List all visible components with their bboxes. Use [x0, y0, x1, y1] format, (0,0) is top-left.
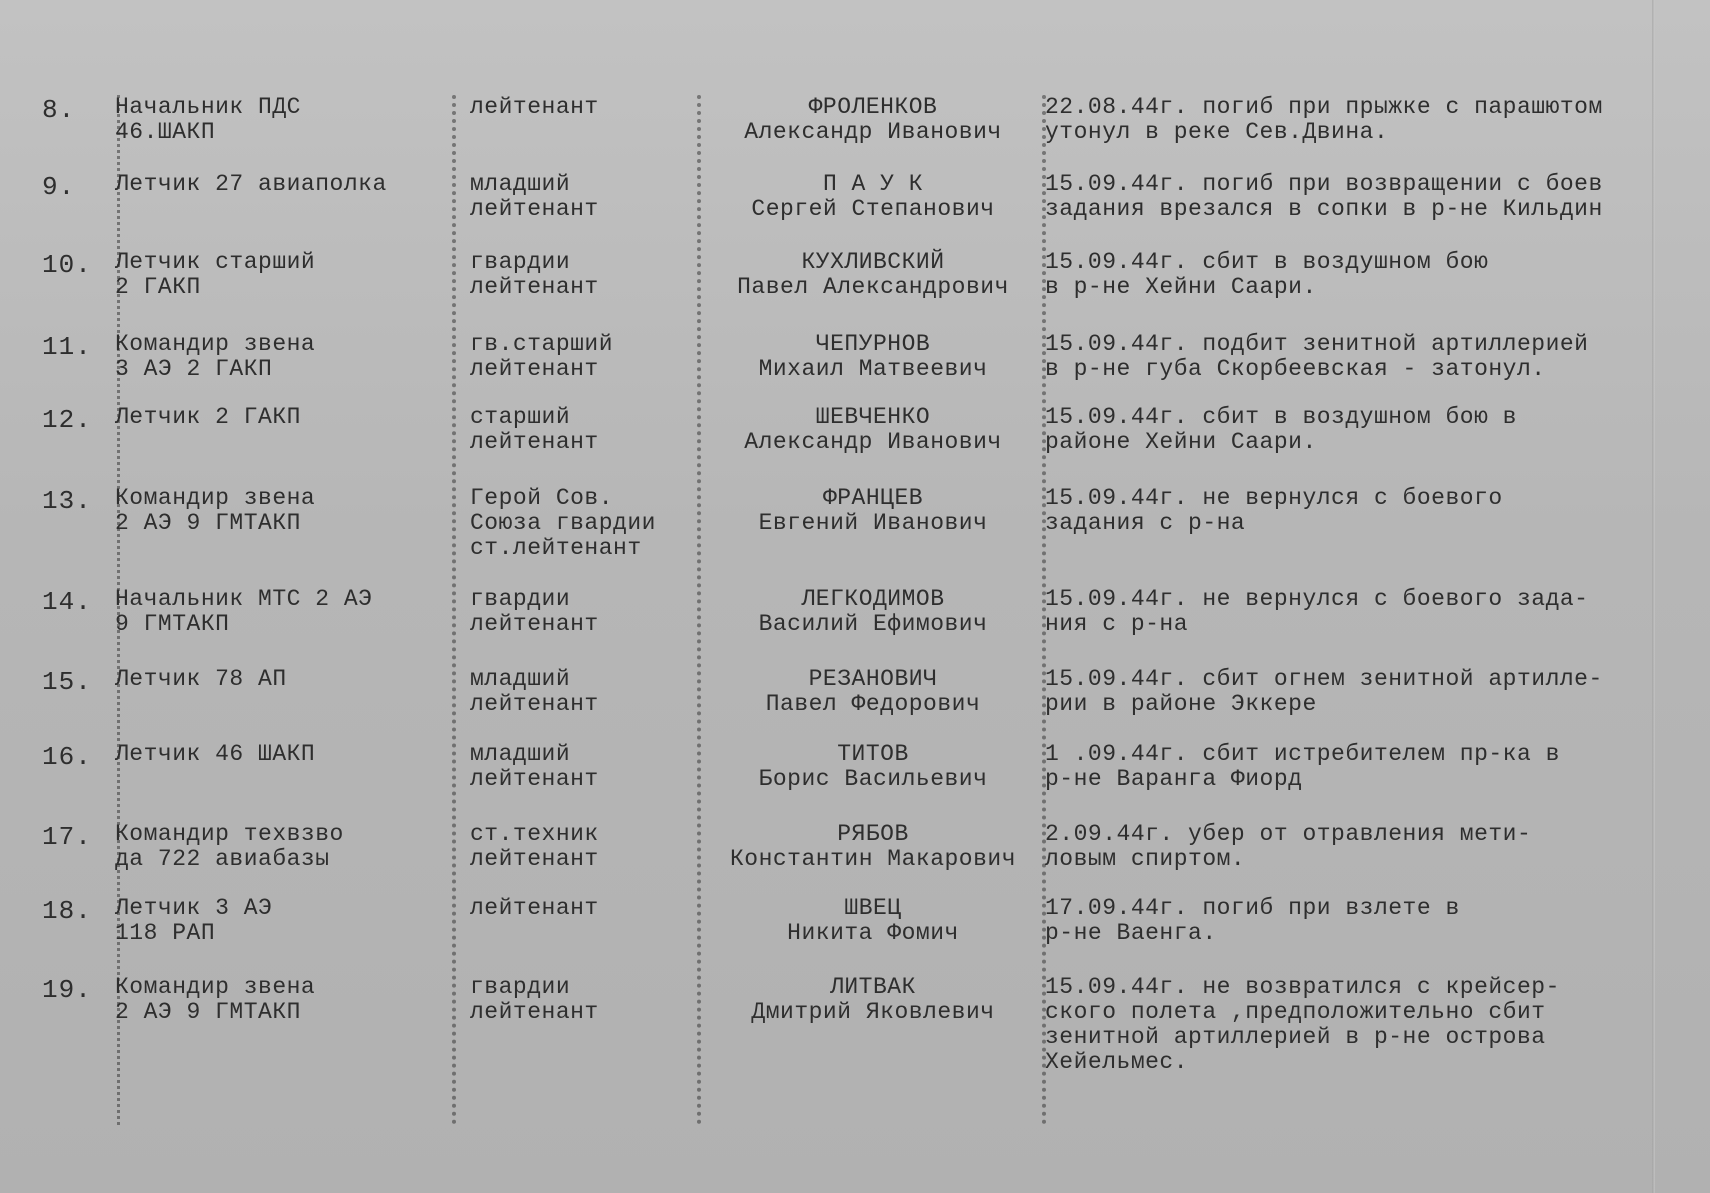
- rank-cell-line: лейтенант: [470, 895, 599, 921]
- note-cell-line: ния с р-на: [1045, 611, 1189, 637]
- note-cell-line: зенитной артиллерией в р-не острова: [1045, 1024, 1546, 1050]
- position-cell-line: 46.ШАКП: [115, 119, 216, 145]
- position-cell-line: 9 ГМТАКП: [115, 611, 230, 637]
- name-cell-line: Сергей Степанович: [751, 196, 995, 222]
- rank-cell-line: ст.лейтенант: [470, 535, 642, 561]
- rank-cell: [470, 587, 690, 637]
- row-number: 11.: [42, 332, 92, 362]
- note-cell: [1045, 332, 1705, 382]
- rank-cell-line: лейтенант: [470, 611, 599, 637]
- note-cell: [1045, 742, 1705, 792]
- note-cell-line: в р-не Хейни Саари.: [1045, 274, 1317, 300]
- name-cell: [708, 332, 1038, 382]
- row-number: 10.: [42, 250, 92, 280]
- name-cell: [708, 172, 1038, 222]
- table-row: [0, 822, 1710, 906]
- rank-cell-line: лейтенант: [470, 766, 599, 792]
- rank-cell: [470, 405, 690, 455]
- note-cell-line: 15.09.44г. не возвратился с крейсер-: [1045, 974, 1560, 1000]
- position-cell-line: Летчик 3 АЭ: [115, 895, 273, 921]
- row-number: 14.: [42, 587, 92, 617]
- note-cell: [1045, 486, 1705, 536]
- rank-cell: [470, 896, 690, 921]
- name-cell-line: Михаил Матвеевич: [758, 356, 988, 382]
- position-cell: [115, 486, 445, 536]
- position-cell-line: Летчик 78 АП: [115, 666, 287, 692]
- position-cell-line: Командир звена: [115, 331, 316, 357]
- rank-cell-line: ст.техник: [470, 821, 599, 847]
- table-row: [0, 172, 1710, 256]
- note-cell-line: 15.09.44г. не вернулся с боевого зада-: [1045, 586, 1589, 612]
- table-row: [0, 896, 1710, 980]
- position-cell-line: 3 АЭ 2 ГАКП: [115, 356, 273, 382]
- name-cell-line: Евгений Иванович: [758, 510, 988, 536]
- table-row: [0, 405, 1710, 489]
- name-cell-line: Александр Иванович: [744, 429, 1002, 455]
- position-cell-line: да 722 авиабазы: [115, 846, 330, 872]
- note-cell-line: 15.09.44г. сбит огнем зенитной артилле-: [1045, 666, 1603, 692]
- note-cell-line: рии в районе Эккере: [1045, 691, 1317, 717]
- rank-cell-line: лейтенант: [470, 94, 599, 120]
- note-cell-line: Хейельмес.: [1045, 1049, 1189, 1075]
- name-cell-line: ЛЕГКОДИМОВ: [801, 586, 945, 612]
- note-cell: [1045, 975, 1705, 1075]
- rank-cell-line: младший: [470, 741, 571, 767]
- rank-cell: [470, 822, 690, 872]
- name-cell: [708, 250, 1038, 300]
- rank-cell-line: лейтенант: [470, 196, 599, 222]
- position-cell: [115, 332, 445, 382]
- rank-cell-line: младший: [470, 666, 571, 692]
- position-cell: [115, 172, 445, 197]
- note-cell-line: 15.09.44г. не вернулся с боевого: [1045, 485, 1503, 511]
- rank-cell-line: лейтенант: [470, 999, 599, 1025]
- rank-cell: [470, 250, 690, 300]
- row-number: 15.: [42, 667, 92, 697]
- name-cell: [708, 822, 1038, 872]
- name-cell: [708, 587, 1038, 637]
- name-cell: [708, 95, 1038, 145]
- name-cell-line: ФРАНЦЕВ: [822, 485, 924, 511]
- rank-cell-line: лейтенант: [470, 356, 599, 382]
- position-cell-line: Летчик старший: [115, 249, 316, 275]
- note-cell-line: 1 .09.44г. сбит истребителем пр-ка в: [1045, 741, 1560, 767]
- name-cell-line: ШВЕЦ: [844, 895, 902, 921]
- table-row: [0, 742, 1710, 826]
- name-cell-line: Александр Иванович: [744, 119, 1002, 145]
- position-cell-line: Командир звена: [115, 485, 316, 511]
- rank-cell: [470, 486, 690, 561]
- name-cell-line: РЯБОВ: [837, 821, 909, 847]
- position-cell: [115, 95, 445, 145]
- note-cell-line: 15.09.44г. сбит в воздушном бою в: [1045, 404, 1517, 430]
- name-cell-line: ФРОЛЕНКОВ: [808, 94, 938, 120]
- note-cell-line: р-не Варанга Фиорд: [1045, 766, 1303, 792]
- name-cell: [708, 975, 1038, 1025]
- name-cell-line: Павел Александрович: [737, 274, 1009, 300]
- rank-cell-line: гвардии: [470, 586, 571, 612]
- position-cell: [115, 742, 445, 767]
- note-cell-line: ловым спиртом.: [1045, 846, 1246, 872]
- rank-cell-line: Союза гвардии: [470, 510, 656, 536]
- note-cell-line: в р-не губа Скорбеевская - затонул.: [1045, 356, 1546, 382]
- table-row: [0, 667, 1710, 751]
- table-row: [0, 95, 1710, 179]
- name-cell-line: ЧЕПУРНОВ: [815, 331, 931, 357]
- row-number: 12.: [42, 405, 92, 435]
- position-cell: [115, 250, 445, 300]
- position-cell: [115, 975, 445, 1025]
- rank-cell-line: гвардии: [470, 249, 571, 275]
- name-cell-line: ШЕВЧЕНКО: [815, 404, 931, 430]
- rank-cell: [470, 742, 690, 792]
- note-cell-line: 17.09.44г. погиб при взлете в: [1045, 895, 1460, 921]
- position-cell-line: 118 РАП: [115, 920, 216, 946]
- rank-cell-line: старший: [470, 404, 571, 430]
- row-number: 8.: [42, 95, 76, 125]
- note-cell-line: 15.09.44г. подбит зенитной артиллерией: [1045, 331, 1589, 357]
- row-number: 13.: [42, 486, 92, 516]
- rank-cell: [470, 667, 690, 717]
- note-cell-line: 2.09.44г. убер от отравления мети-: [1045, 821, 1532, 847]
- row-number: 18.: [42, 896, 92, 926]
- table-row: [0, 974, 1710, 1075]
- position-cell: [115, 587, 445, 637]
- position-cell-line: Начальник МТС 2 АЭ: [115, 586, 373, 612]
- name-cell: [708, 486, 1038, 536]
- name-cell-line: ЛИТВАК: [830, 974, 916, 1000]
- name-cell-line: Василий Ефимович: [758, 611, 988, 637]
- position-cell-line: Начальник ПДС: [115, 94, 301, 120]
- note-cell: [1045, 250, 1705, 300]
- note-cell-line: задания врезался в сопки в р-не Кильдин: [1045, 196, 1603, 222]
- note-cell-line: утонул в реке Сев.Двина.: [1045, 119, 1389, 145]
- note-cell: [1045, 822, 1705, 872]
- rank-cell-line: Герой Сов.: [470, 485, 614, 511]
- name-cell-line: Никита Фомич: [787, 920, 959, 946]
- name-cell: [708, 667, 1038, 717]
- note-cell: [1045, 95, 1705, 145]
- rank-cell-line: гвардии: [470, 974, 571, 1000]
- rank-cell: [470, 95, 690, 120]
- note-cell-line: 15.09.44г. погиб при возвращении с боев: [1045, 171, 1603, 197]
- note-cell: [1045, 896, 1705, 946]
- position-cell: [115, 667, 445, 692]
- name-cell-line: Павел Федорович: [765, 691, 981, 717]
- name-cell: [708, 896, 1038, 946]
- position-cell-line: Летчик 46 ШАКП: [115, 741, 316, 767]
- rank-cell: [470, 172, 690, 222]
- note-cell-line: 15.09.44г. сбит в воздушном бою: [1045, 249, 1489, 275]
- table-row: [0, 587, 1710, 671]
- note-cell-line: р-не Ваенга.: [1045, 920, 1217, 946]
- position-cell: [115, 405, 445, 430]
- position-cell-line: Летчик 2 ГАКП: [115, 404, 301, 430]
- position-cell-line: 2 АЭ 9 ГМТАКП: [115, 999, 301, 1025]
- name-cell-line: ТИТОВ: [837, 741, 909, 767]
- position-cell-line: Летчик 27 авиаполка: [115, 171, 387, 197]
- note-cell-line: задания с р-на: [1045, 510, 1246, 536]
- row-number: 9.: [42, 172, 76, 202]
- name-cell: [708, 405, 1038, 455]
- rank-cell-line: лейтенант: [470, 691, 599, 717]
- name-cell: [708, 742, 1038, 792]
- row-number: 17.: [42, 822, 92, 852]
- name-cell-line: П А У К: [822, 171, 924, 197]
- name-cell-line: КУХЛИВСКИЙ: [801, 249, 945, 275]
- rank-cell-line: лейтенант: [470, 274, 599, 300]
- note-cell: [1045, 667, 1705, 717]
- note-cell: [1045, 405, 1705, 455]
- position-cell-line: Командир техвзво: [115, 821, 344, 847]
- rank-cell-line: лейтенант: [470, 429, 599, 455]
- table-row: [0, 486, 1710, 570]
- table-row: [0, 250, 1710, 334]
- position-cell: [115, 822, 445, 872]
- position-cell: [115, 896, 445, 946]
- rank-cell: [470, 332, 690, 382]
- position-cell-line: Командир звена: [115, 974, 316, 1000]
- name-cell-line: Борис Васильевич: [758, 766, 988, 792]
- name-cell-line: РЕЗАНОВИЧ: [808, 666, 938, 692]
- name-cell-line: Дмитрий Яковлевич: [751, 999, 995, 1025]
- row-number: 19.: [42, 975, 92, 1005]
- note-cell: [1045, 587, 1705, 637]
- position-cell-line: 2 ГАКП: [115, 274, 201, 300]
- name-cell-line: Константин Макарович: [729, 846, 1017, 872]
- note-cell: [1045, 172, 1705, 222]
- row-number: 16.: [42, 742, 92, 772]
- position-cell-line: 2 АЭ 9 ГМТАКП: [115, 510, 301, 536]
- rank-cell: [470, 975, 690, 1025]
- note-cell-line: 22.08.44г. погиб при прыжке с парашютом: [1045, 94, 1603, 120]
- note-cell-line: ского полета ,предположительно сбит: [1045, 999, 1546, 1025]
- rank-cell-line: младший: [470, 171, 571, 197]
- note-cell-line: районе Хейни Саари.: [1045, 429, 1317, 455]
- rank-cell-line: лейтенант: [470, 846, 599, 872]
- rank-cell-line: гв.старший: [470, 331, 614, 357]
